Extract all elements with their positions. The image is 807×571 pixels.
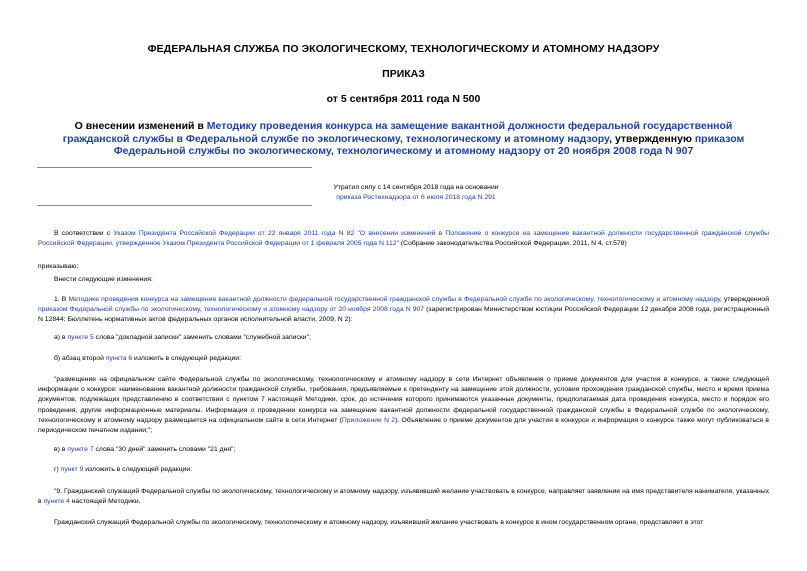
link-clause-5[interactable]: пункте 5 bbox=[67, 334, 94, 341]
text: "9. Гражданский служащий Федеральной службы по экологическому, технологическому и атомному надзору, изъявивший желание участвовать в конкурсе, направляет заявление на имя представителя нанимателя, указанных в bbox=[38, 488, 769, 506]
paragraph-item-b bbox=[54, 354, 241, 364]
agency-name: ФЕДЕРАЛЬНАЯ СЛУЖБА ПО ЭКОЛОГИЧЕСКОМУ, ТЕХНОЛОГИЧЕСКОМУ И АТОМНОМУ НАДЗОРУ bbox=[147, 43, 660, 55]
title-middle: , утвержденную bbox=[609, 132, 695, 145]
paragraph-quote-clause-9 bbox=[38, 487, 769, 507]
link-clause-6[interactable]: пункта 6 bbox=[105, 355, 133, 362]
title-prefix: О внесении изменений в bbox=[74, 120, 207, 132]
text: в) в bbox=[54, 446, 68, 453]
link-order-907[interactable]: приказом Федеральной службы по экологическому, технологическому и атомному надзору от 20 ноября 2008 года N 907 bbox=[38, 306, 425, 314]
paragraph-order: приказываю: bbox=[38, 263, 79, 270]
divider-top bbox=[37, 167, 312, 168]
status-note-text: Утратил силу с 14 сентября 2018 года на основании bbox=[333, 184, 499, 191]
divider-bottom bbox=[37, 205, 312, 206]
text: 1. В bbox=[54, 296, 69, 303]
text: В соответствии с bbox=[54, 230, 114, 237]
text: "размещение на официальном сайте Федеральной службы по экологическому, технологическому и атомному надзору в сети Интернет объявления о приеме документов для участия в конкурсе, а также следующей информации о конкурсе: наименование вакантной должности гражданской службы, требования, предъявляемые к претенденту на замещение этой должности, условия прохождения гражданской службы, место и время приема документов, подлежащих представлению в соответствии с пунктом 7 настоящей Методики, срок, до истечения которого принимаются указанные документы, предполагаемая дата проведения конкурса, место и порядок его проведения, другие информационные материалы. Информация о проведении конкурса на замещение вакантной должности федеральной государственной гражданской службы в Федеральной службе по экологическому, технологическому и атомному надзору размещается на официальном сайте в сети Интернет ( bbox=[38, 376, 769, 424]
link-clause-9[interactable]: пункт 9 bbox=[60, 466, 84, 473]
paragraph-item-1 bbox=[38, 295, 769, 326]
text: а) в bbox=[54, 334, 68, 341]
text: ). Объявление о приеме документов для участия в конкурсе и информация о конкурсе также могут публиковаться в периодическом печатном издании;"; bbox=[38, 416, 769, 435]
text: б) абзац второй bbox=[54, 355, 106, 362]
paragraph-item-a bbox=[54, 333, 311, 343]
text: слова "докладной записки" заменить словами "служебной записки"; bbox=[93, 334, 311, 341]
paragraph-quote-clause-6 bbox=[38, 375, 769, 436]
text: (Собрание законодательства Российской Федерации, 2011, N 4, ст.578) bbox=[399, 240, 627, 248]
text: слова "30 дней" заменить словами "21 дня"; bbox=[93, 446, 236, 453]
paragraph-item-d bbox=[54, 465, 192, 475]
status-note-link[interactable]: приказа Ростехнадзора от 6 июля 2018 года N 291 bbox=[336, 194, 496, 201]
document-type: ПРИКАЗ bbox=[382, 68, 425, 80]
text: изложить в следующей редакции: bbox=[83, 466, 193, 473]
link-clause-4[interactable]: пункте 4 bbox=[43, 498, 70, 506]
paragraph-item-c bbox=[54, 445, 235, 455]
link-presidential-decree[interactable]: Указом Президента Российской Федерации от 22 января 2011 года N 82 "О внесении изменений в Положение о конкурсе на замещение вакантной должности государственной гражданской службы Российской Федерации, утвержденное Указом Президента Российской Федерации от 1 февраля 2005 года N 112" bbox=[38, 230, 769, 248]
title-link-order[interactable]: приказом Федеральной службы по экологическому, технологическому и атомному надзору от 20 ноября 2008 года N 907 bbox=[113, 132, 745, 157]
document-date-number: от 5 сентября 2011 года N 500 bbox=[326, 93, 481, 105]
title-link-methodology[interactable]: Методику проведения конкурса на замещение вакантной должности федеральной государственной гражданской службы в Федеральной службе по экологическому, технологическому и атомному надзору bbox=[62, 120, 733, 145]
status-note bbox=[312, 183, 520, 203]
link-methodology[interactable]: Методике проведения конкурса на замещение вакантной должности федеральной государственной гражданской службы в Федеральной службе по экологическому, технологическому и атомному надзору bbox=[68, 296, 721, 303]
text: г) bbox=[54, 466, 61, 473]
link-clause-7[interactable]: пункте 7 bbox=[67, 446, 94, 453]
text: настоящей Методики. bbox=[69, 498, 141, 506]
document-title bbox=[40, 120, 767, 158]
text: изложить в следующей редакции: bbox=[132, 355, 241, 362]
paragraph-basis bbox=[38, 229, 769, 249]
paragraph-other-agency: Гражданский служащий Федеральной службы по экологическому, технологическому и атомному надзору, изъявивший желание участвовать в конкурсе в ином государственном органе, представляет в этот bbox=[54, 519, 704, 526]
text: , утвержденной bbox=[720, 296, 770, 303]
paragraph-changes-intro: Внести следующие изменения: bbox=[54, 276, 153, 283]
text: (зарегистрирован Министерством юстиции Российской Федерации 12 декабря 2008 года, регистрационный N 12844; Бюллетень нормативных актов федеральных органов исполнительной власти, 2009, N 2): bbox=[38, 306, 769, 324]
link-appendix-2[interactable]: Приложение N 2 bbox=[341, 416, 396, 424]
